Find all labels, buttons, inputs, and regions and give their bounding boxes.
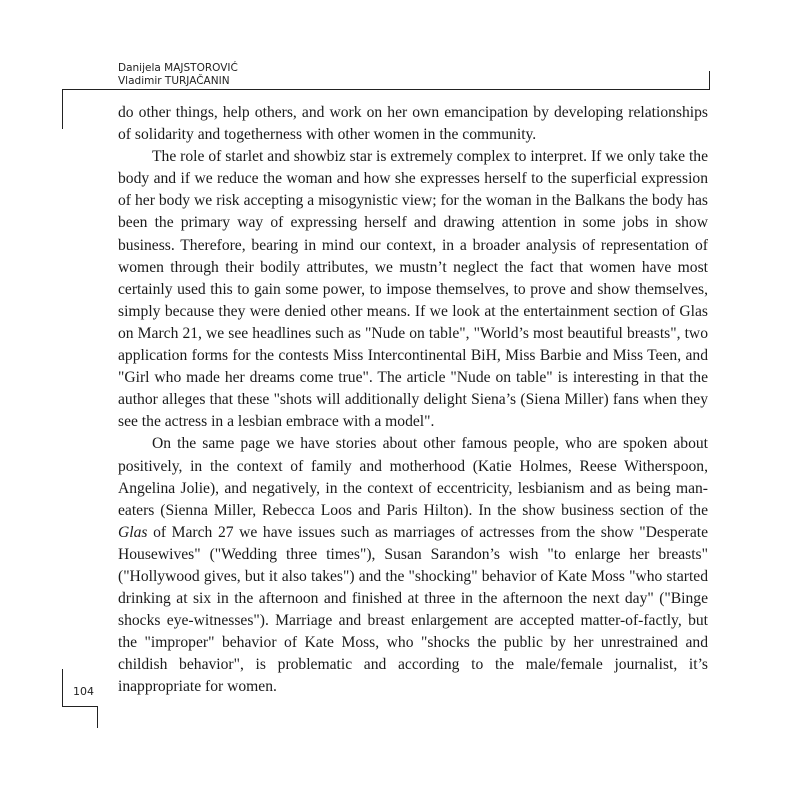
author-name-1: Danijela MAJSTOROVIĆ: [118, 62, 238, 74]
paragraph-3: [118, 433, 708, 698]
page-number: 104: [73, 685, 94, 698]
header-rule-left-tick: [62, 89, 63, 129]
body-text: [118, 102, 708, 699]
folio-rule-tick: [97, 706, 98, 728]
paragraph-3-part-1: On the same page we have stories about other famous people, who are spoken about positively, in the context of family and motherhood (Katie Holmes, Reese Witherspoon, Angelina Jolie), and negatively, in the context of eccentricity, lesbianism and as being man-eaters (Sienna Miller, Rebecca Loos and Paris Hilton). In the show business section of the: [118, 435, 708, 519]
folio-rule-vertical: [62, 669, 63, 707]
paragraph-3-italic-title: Glas: [118, 523, 148, 541]
header-rule-right-tick: [709, 71, 710, 90]
author-name-2: Vladimir TURJAČANIN: [118, 75, 230, 87]
paragraph-3-part-2: of March 27 we have issues such as marriages of actresses from the show "Desperate Housewives" ("Wedding three times"), Susan Sarandon’s wish "to enlarge her breasts" ("Hollywood gives, but it also takes") and the "shocking" behavior of Kate Moss "who started drinking at six in the afternoon and finished at three in the afternoon the next day" ("Binge shocks eye-witnesses"). Marriage and breast enlargement are accepted matter-of-factly, but the "improper" behavior of Kate Moss, who "shocks the public by her unrestrained and childish behavior", is problematic and according to the male/female journalist, it’s inappropriate for women.: [118, 523, 708, 696]
paragraph-1: do other things, help others, and work on her own emancipation by developing relationships of solidarity and togetherness with other women in the community.: [118, 104, 708, 144]
folio-rule-horizontal: [62, 706, 98, 707]
header-rule-horizontal: [62, 89, 710, 90]
paragraph-2: The role of starlet and showbiz star is extremely complex to interpret. If we only take the body and if we reduce the woman and how she expresses herself to the superficial expression of her body we risk accepting a misogynistic view; for the woman in the Balkans the body has been the primary way of expressing herself and drawing attention in some jobs in show business. Therefore, bearing in mind our context, in a broader analysis of representation of women through their bodily attributes, we mustn’t neglect the fact that women have most certainly used this to gain some power, to impose themselves, to prove and show themselves, simply because they were denied other means. If we look at the entertainment section of Glas on March 21, we see headlines such as "Nude on table", "World’s most beautiful breasts", two application forms for the contests Miss Intercontinental BiH, Miss Barbie and Miss Teen, and "Girl who made her dreams come true". The article "Nude on table" is interesting in that the author alleges that these "shots will additionally delight Siena’s (Siena Miller) fans when they see the actress in a lesbian embrace with a model".: [118, 148, 708, 431]
running-header: [118, 62, 238, 88]
